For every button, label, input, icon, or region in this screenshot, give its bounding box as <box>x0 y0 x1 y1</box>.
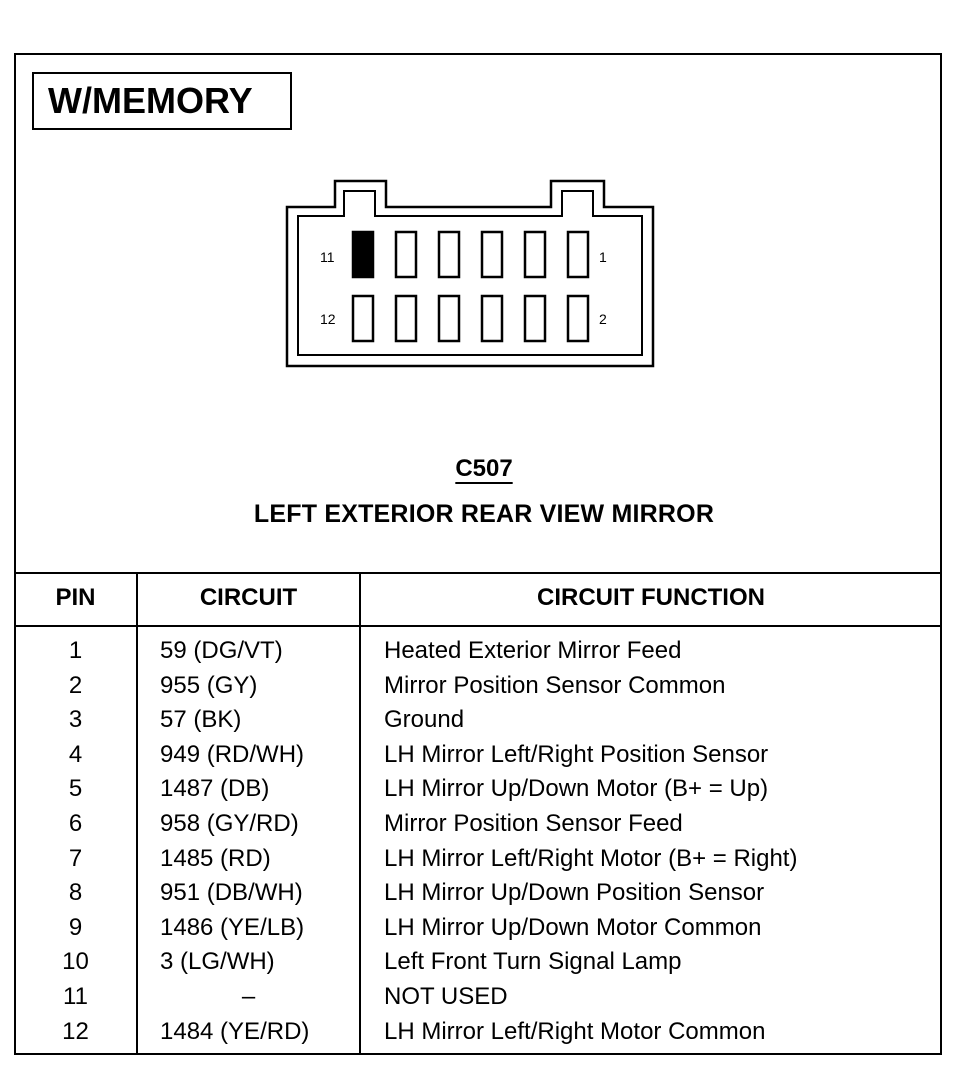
pin-number: 9 <box>68 913 83 941</box>
circuit-number: 1484 (YE/RD) <box>160 1017 310 1045</box>
table-top-rule <box>14 572 942 574</box>
table-row <box>14 634 942 669</box>
pin-number: 5 <box>68 775 83 803</box>
pin-number: 2 <box>68 671 83 699</box>
cavity-10 <box>396 296 416 341</box>
memory-badge: W/MEMORY <box>32 72 292 130</box>
circuit-function: LH Mirror Left/Right Position Sensor <box>384 740 769 768</box>
circuit-number: 1487 (DB) <box>160 775 270 803</box>
pin-number: 3 <box>68 706 83 734</box>
table-row <box>14 980 942 1015</box>
table-row <box>14 1015 942 1050</box>
circuit-number: 949 (RD/WH) <box>160 740 305 768</box>
table-header-rule <box>14 625 942 627</box>
header-circuit: CIRCUIT <box>199 584 298 611</box>
circuit-function: NOT USED <box>384 982 508 1010</box>
terminal-cavities <box>353 232 588 341</box>
circuit-function: LH Mirror Up/Down Motor (B+ = Up) <box>384 775 769 803</box>
pin-label-2: 2 <box>599 311 607 327</box>
cavity-1 <box>568 232 588 277</box>
table-row <box>14 807 942 842</box>
pin-number: 12 <box>62 1017 89 1045</box>
pin-number: 1 <box>68 637 83 664</box>
connector-outer-shell <box>287 181 653 366</box>
connector-inner-shell <box>298 191 642 355</box>
pin-number: 8 <box>68 879 83 907</box>
pin-label-11: 11 <box>320 249 335 265</box>
connector-description: LEFT EXTERIOR REAR VIEW MIRROR <box>253 500 715 528</box>
pin-number: 7 <box>68 844 83 872</box>
circuit-function: LH Mirror Up/Down Position Sensor <box>384 879 765 907</box>
circuit-number: 958 (GY/RD) <box>160 809 299 837</box>
table-row <box>14 772 942 807</box>
circuit-function: Mirror Position Sensor Common <box>384 671 726 699</box>
circuit-function: Mirror Position Sensor Feed <box>384 809 683 837</box>
pin-number: 4 <box>68 740 83 768</box>
circuit-number: 1486 (YE/LB) <box>160 913 305 941</box>
cavity-9 <box>396 232 416 277</box>
cavity-3 <box>525 232 545 277</box>
cavity-8 <box>439 296 459 341</box>
circuit-number: 3 (LG/WH) <box>160 948 275 976</box>
circuit-function: LH Mirror Left/Right Motor Common <box>384 1017 766 1045</box>
pin-table-body <box>14 634 942 1049</box>
circuit-function: Heated Exterior Mirror Feed <box>384 637 682 664</box>
table-row <box>14 703 942 738</box>
circuit-number: – <box>241 982 256 1010</box>
circuit-function: LH Mirror Left/Right Motor (B+ = Right) <box>384 844 798 872</box>
cavity-11 <box>353 232 373 277</box>
circuit-function: Left Front Turn Signal Lamp <box>384 948 682 976</box>
table-row <box>14 911 942 946</box>
cavity-6 <box>482 296 502 341</box>
header-circuit-function: CIRCUIT FUNCTION <box>537 584 765 611</box>
circuit-number: 955 (GY) <box>160 671 258 699</box>
cavity-7 <box>439 232 459 277</box>
table-row <box>14 738 942 773</box>
pin-number: 11 <box>63 982 88 1010</box>
pin-label-1: 1 <box>599 249 607 265</box>
connector-code: C507 <box>455 455 513 482</box>
pin-number: 6 <box>68 809 83 837</box>
table-row <box>14 945 942 980</box>
circuit-function: LH Mirror Up/Down Motor Common <box>384 913 762 941</box>
header-pin: PIN <box>55 584 96 611</box>
pin-label-12: 12 <box>320 311 336 327</box>
cavity-12 <box>353 296 373 341</box>
circuit-function: Ground <box>384 706 465 734</box>
connector-face-diagram <box>0 0 968 440</box>
table-row <box>14 669 942 704</box>
table-row <box>14 876 942 911</box>
table-row <box>14 842 942 877</box>
circuit-number: 57 (BK) <box>160 706 242 734</box>
cavity-2 <box>568 296 588 341</box>
circuit-number: 1485 (RD) <box>160 844 271 872</box>
circuit-number: 59 (DG/VT) <box>160 637 283 664</box>
pin-number: 10 <box>62 948 89 976</box>
cavity-5 <box>482 232 502 277</box>
cavity-4 <box>525 296 545 341</box>
circuit-number: 951 (DB/WH) <box>160 879 303 907</box>
